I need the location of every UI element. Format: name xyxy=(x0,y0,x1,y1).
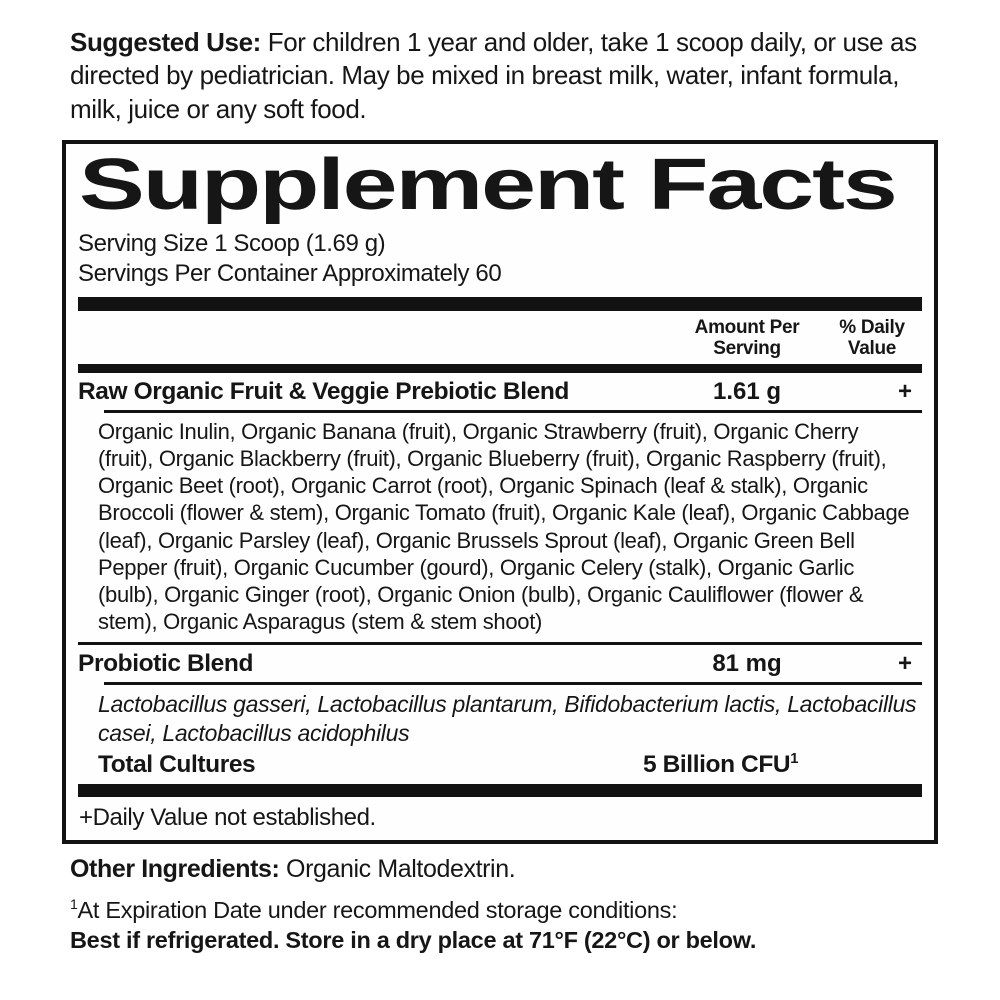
expiration-footnote-text: At Expiration Date under recommended storage conditions: xyxy=(77,896,678,923)
suggested-use-label: Suggested Use: xyxy=(70,27,261,57)
column-header-daily-value: % Daily Value xyxy=(839,317,905,360)
expiration-footnote-mark: 1 xyxy=(70,895,78,912)
supplement-facts-panel xyxy=(62,140,938,844)
suggested-use-text: For children 1 year and older, take 1 scoop daily, or use as directed by pediatrician. May be mixed in breast milk, water, infant formula, milk, juice or any soft food. xyxy=(70,27,917,124)
total-cultures-label: Total Cultures xyxy=(98,750,256,778)
total-cultures-footnote-mark: 1 xyxy=(790,750,798,767)
prebiotic-ingredient-list: Organic Inulin, Organic Banana (fruit), Organic Strawberry (fruit), Organic Cherry (fruit), Organic Blackberry (fruit), Organic Blueberry (fruit), Organic Raspberry (fruit), Organic Beet (root), Organic Carrot (root), Organic Spinach (leaf & stalk), Organic Broccoli (flower & stem), Organic Tomato (fruit), Organic Kale (leaf), Organic Cabbage (leaf), Organic Parsley (leaf), Organic Brussels Sprout (leaf), Organic Green Bell Pepper (fruit), Organic Cucumber (gourd), Organic Celery (stalk), Organic Garlic (bulb), Organic Ginger (root), Organic Onion (bulb), Organic Cauliflower (flower & stem), Organic Asparagus (stem & stem shoot) xyxy=(98,418,910,635)
column-header-row xyxy=(78,311,922,364)
total-cultures-row xyxy=(78,750,922,784)
other-ingredients-line xyxy=(70,855,934,884)
servings-per-container: Servings Per Container Approximately 60 xyxy=(78,259,502,287)
total-cultures-value xyxy=(643,751,798,779)
daily-value-footnote: +Daily Value not established. xyxy=(79,803,376,831)
other-ingredients-text: Organic Maltodextrin. xyxy=(279,854,516,883)
probiotic-blend-name: Probiotic Blend xyxy=(78,649,254,677)
probiotic-blend-dv: + xyxy=(897,649,912,677)
expiration-footnote xyxy=(70,895,934,926)
other-ingredients-label: Other Ingredients: xyxy=(70,854,280,883)
storage-footnotes xyxy=(70,895,934,956)
panel-title: Supplement Facts xyxy=(79,144,896,225)
probiotic-blend-amount: 81 mg xyxy=(712,649,782,677)
suggested-use-paragraph xyxy=(70,26,934,126)
divider-medium xyxy=(78,364,922,373)
column-header-amount-per-serving: Amount Per Serving xyxy=(694,317,800,360)
prebiotic-blend-amount: 1.61 g xyxy=(712,377,782,405)
total-cultures-amount: 5 Billion CFU xyxy=(642,750,791,778)
probiotic-blend-row xyxy=(78,645,922,682)
storage-instruction: Best if refrigerated. Store in a dry place at 71°F (22°C) or below. xyxy=(70,927,757,954)
divider-thick-top xyxy=(78,297,922,311)
prebiotic-blend-row xyxy=(78,373,922,410)
probiotic-species-list: Lactobacillus gasseri, Lactobacillus plantarum, Bifidobacterium lactis, Lactobacillus casei, Lactobacillus acidophilus xyxy=(98,690,917,746)
prebiotic-blend-dv: + xyxy=(897,377,912,405)
divider-thick-bottom xyxy=(78,784,922,797)
serving-size: Serving Size 1 Scoop (1.69 g) xyxy=(78,229,386,257)
prebiotic-blend-name: Raw Organic Fruit & Veggie Prebiotic Blend xyxy=(78,377,569,405)
